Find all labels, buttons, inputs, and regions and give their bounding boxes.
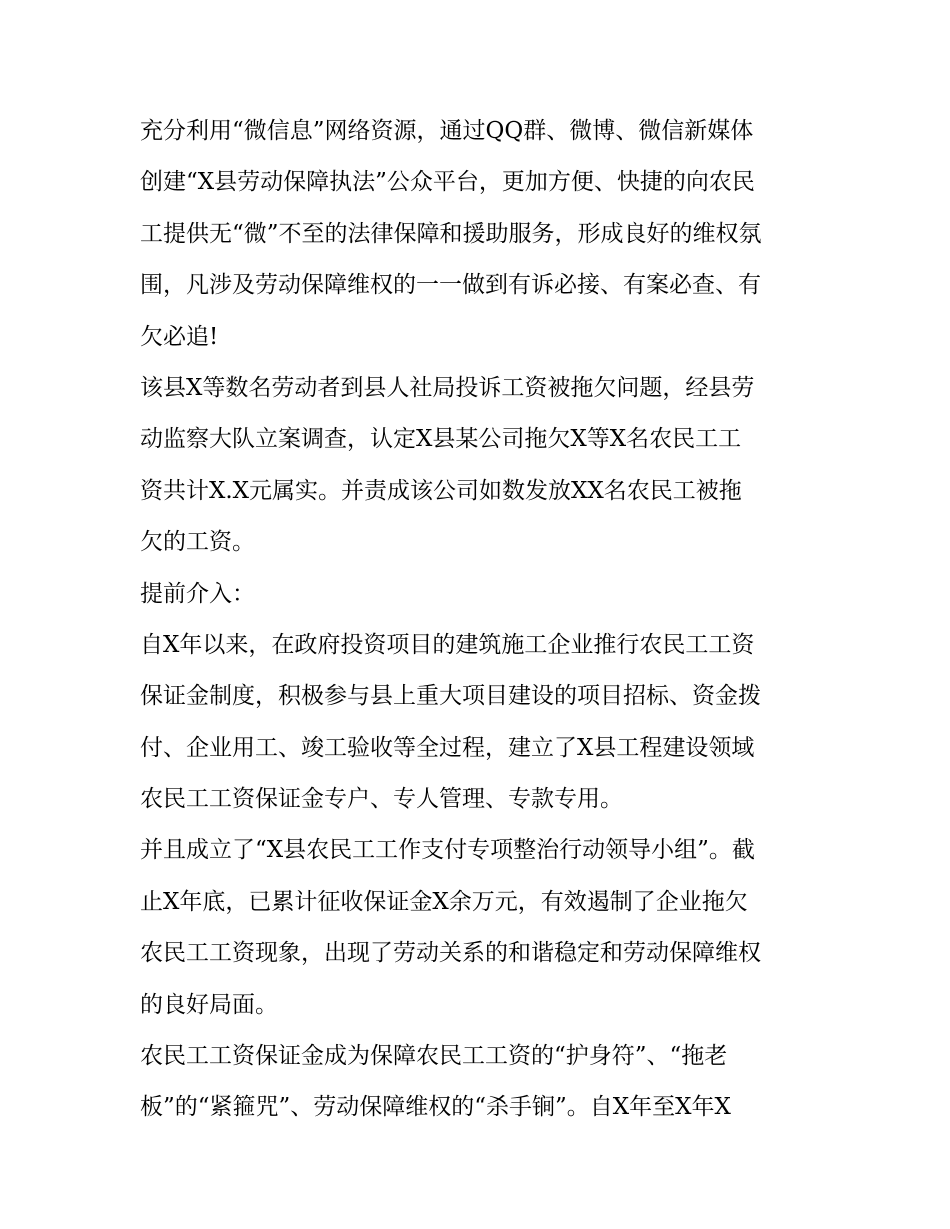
text-line: 农民工工资保证金专户、专人管理、专款专用。 <box>140 786 623 813</box>
text-line: 农民工工资现象，出现了劳动关系的和谐稳定和劳动保障维权 <box>140 940 761 967</box>
text-line: 的良好局面。 <box>140 991 278 1018</box>
text-line: 欠必追! <box>140 323 219 350</box>
text-line: 农民工工资保证金成为保障农民工工资的“护身符”、“拖老 <box>140 1043 728 1070</box>
text-line: 自X年以来，在政府投资项目的建筑施工企业推行农民工工资 <box>140 631 755 658</box>
text-line: 并且成立了“X县农民工工作支付专项整治行动领导小组”。截 <box>140 837 755 864</box>
text-line: 资共计X.X元属实。并责成该公司如数发放XX名农民工被拖 <box>140 477 742 504</box>
section-heading: 提前介入： <box>140 580 255 607</box>
text-line: 创建“X县劳动保障执法”公众平台，更加方便、快捷的向农民 <box>140 169 755 196</box>
text-line: 工提供无“微”不至的法律保障和援助服务，形成良好的维权氛 <box>140 220 762 247</box>
text-line: 止X年底，已累计征收保证金X余万元，有效遏制了企业拖欠 <box>140 888 748 915</box>
text-line: 板”的“紧箍咒”、劳动保障维权的“杀手锏”。自X年至X年X <box>140 1094 731 1121</box>
text-line: 充分利用“微信息”网络资源，通过QQ群、微博、微信新媒体 <box>140 118 754 144</box>
text-line: 欠的工资。 <box>140 529 255 556</box>
text-line: 保证金制度，积极参与县上重大项目建设的项目招标、资金拨 <box>140 683 761 710</box>
text-line: 动监察大队立案调查，认定X县某公司拖欠X等X名农民工工 <box>140 426 742 453</box>
text-line: 付、企业用工、竣工验收等全过程，建立了X县工程建设领域 <box>140 734 755 761</box>
text-line: 围，凡涉及劳动保障维权的一一做到有诉必接、有案必查、有 <box>140 272 761 299</box>
text-line: 该县X等数名劳动者到县人社局投诉工资被拖欠问题，经县劳 <box>140 374 755 401</box>
document-body <box>140 106 830 1134</box>
